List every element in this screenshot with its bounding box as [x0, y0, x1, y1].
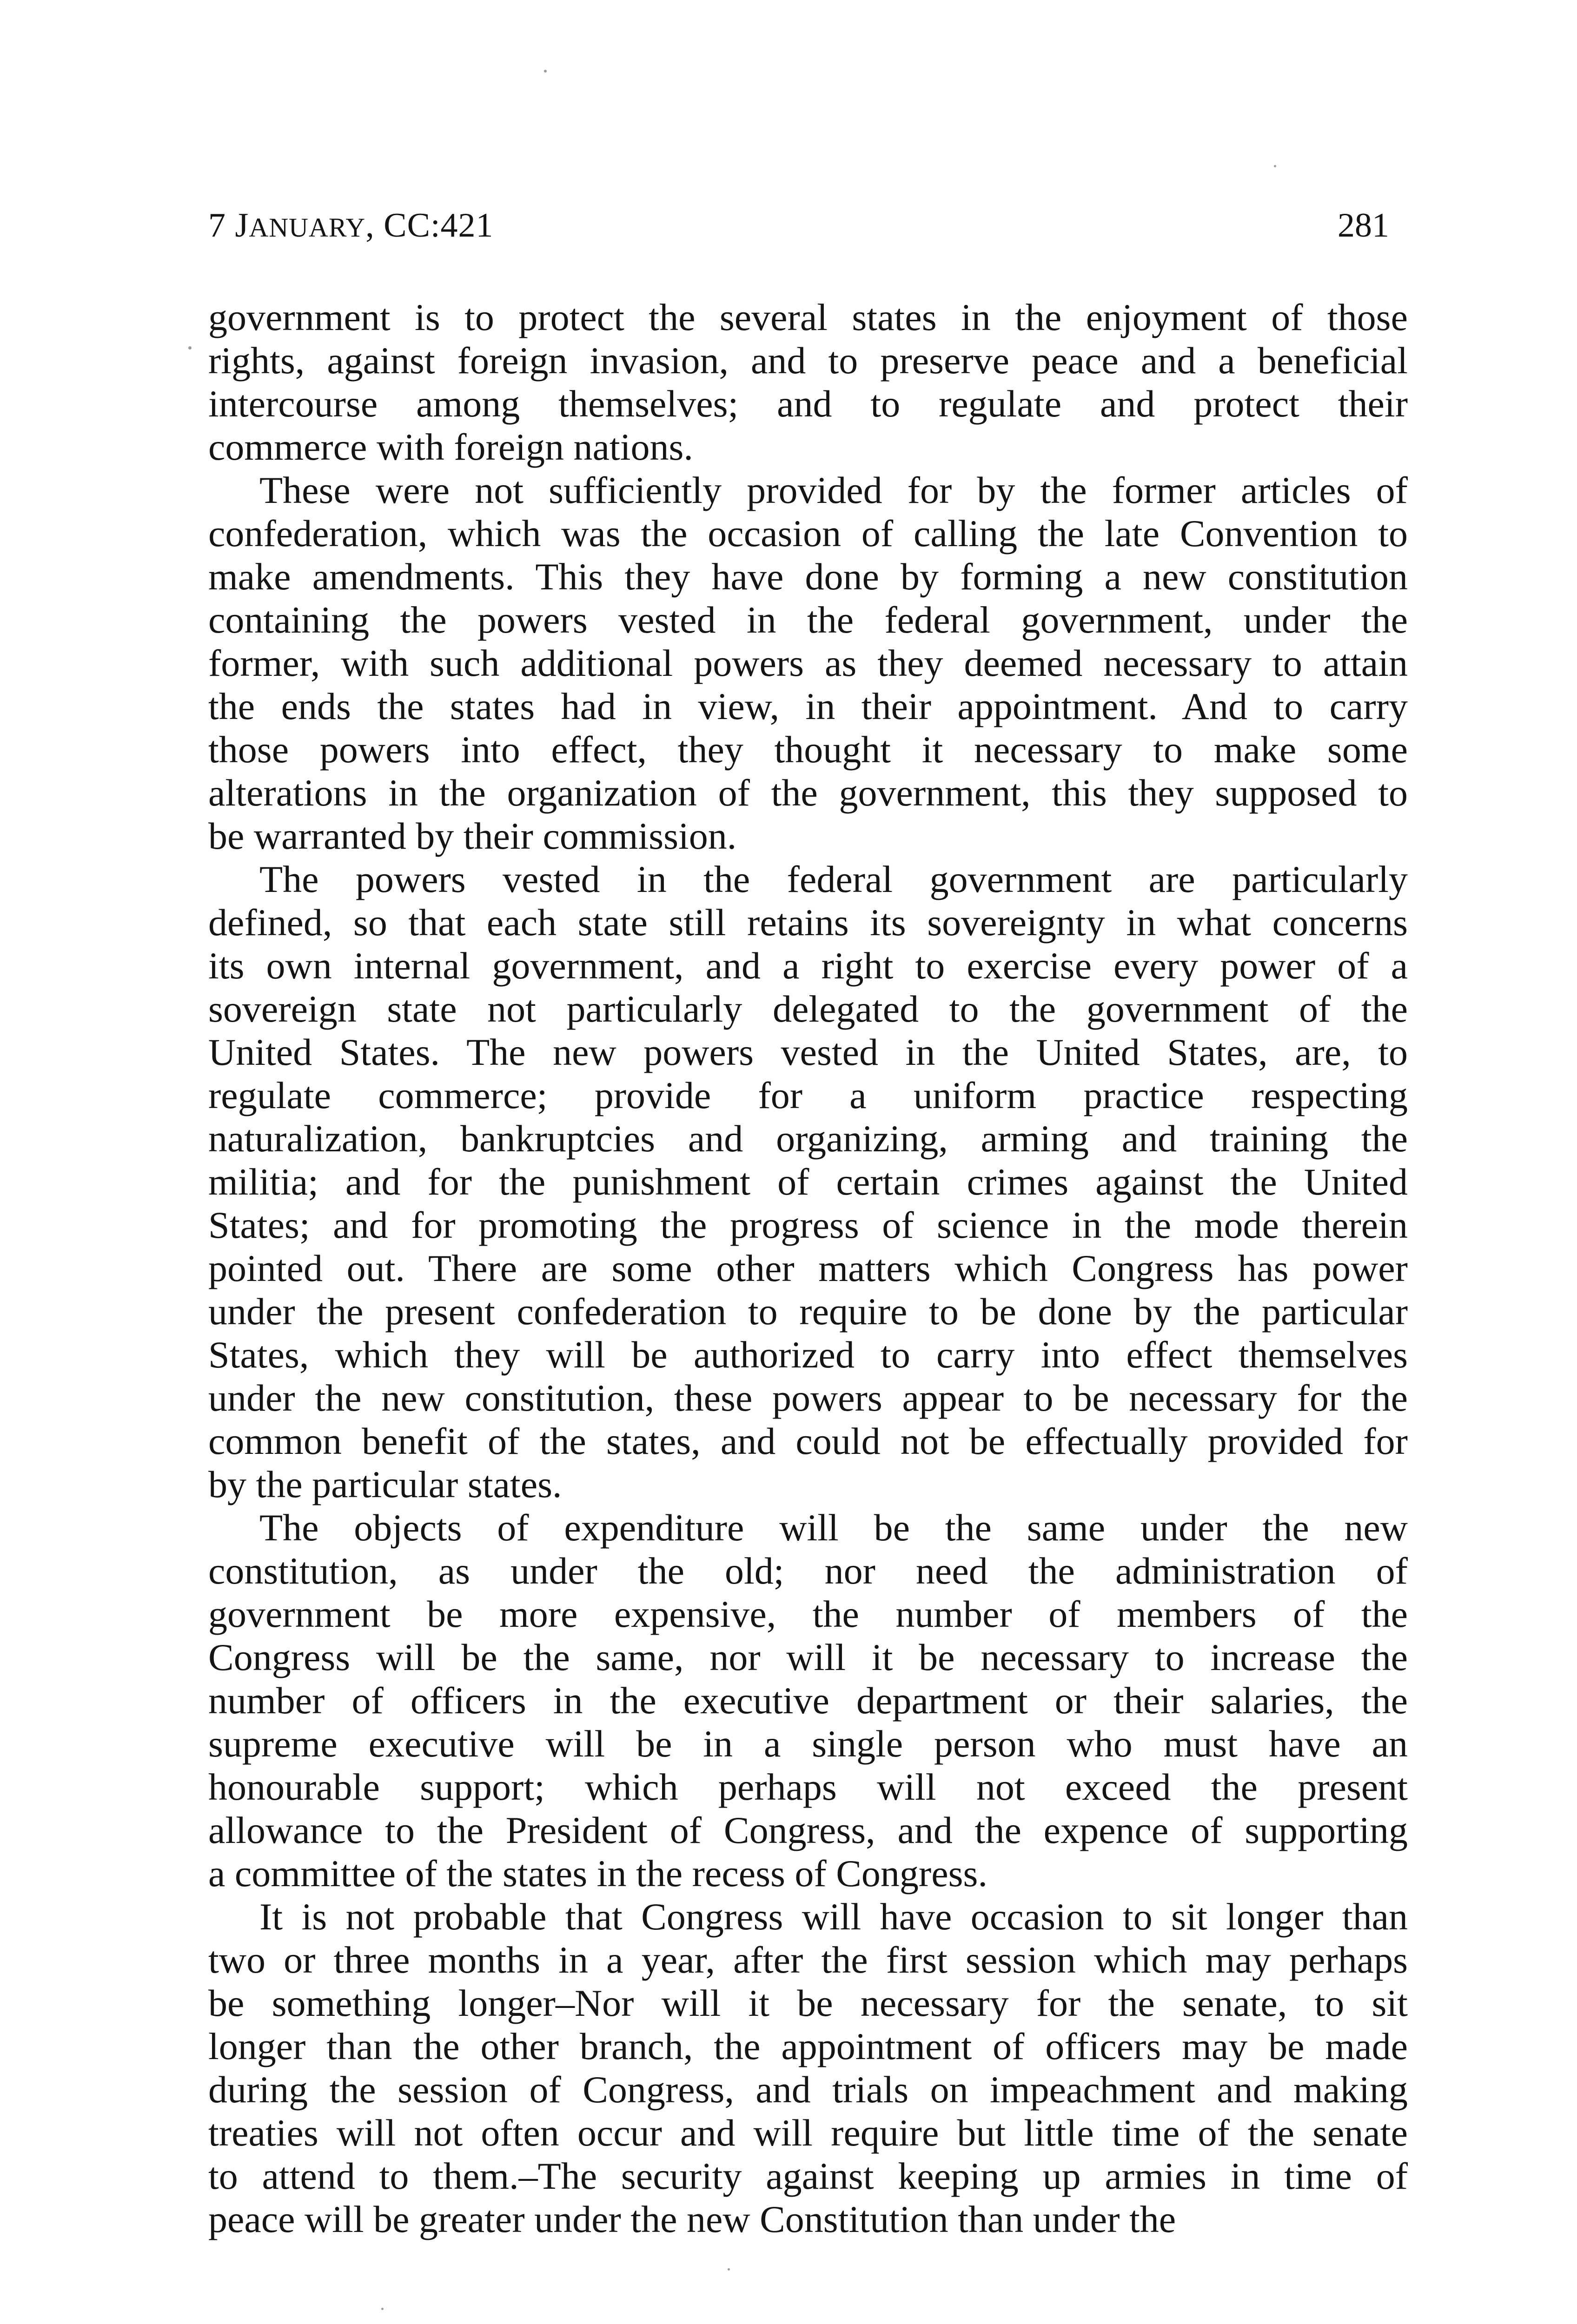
text-line: militia; and for the punishment of certain crimes against the United [208, 1161, 1408, 1203]
text-line: pointed out. There are some other matters which Congress has power [208, 1247, 1408, 1289]
text-line: its own internal government, and a right to exercise every power of a [208, 944, 1408, 987]
text-line: States, which they will be authorized to carry into effect themselves [208, 1334, 1408, 1376]
text-line: to attend to them.–The security against keeping up armies in time of [208, 2155, 1408, 2197]
text-line: a committee of the states in the recess of Congress. [208, 1852, 987, 1895]
text-line: treaties will not often occur and will require but little time of the senate [208, 2112, 1408, 2154]
paragraph [208, 1506, 1408, 1895]
text-line: It is not probable that Congress will have occasion to sit longer than [259, 1895, 1408, 1938]
text-line: allowance to the President of Congress, and the expence of supporting [208, 1809, 1408, 1851]
text-line: commerce with foreign nations. [208, 426, 693, 468]
body-text [208, 296, 1408, 2241]
text-line: number of officers in the executive department or their salaries, the [208, 1679, 1408, 1722]
text-line: intercourse among themselves; and to regulate and protect their [208, 383, 1408, 425]
page-number: 281 [1338, 206, 1389, 244]
running-head [208, 205, 1389, 246]
text-line: supreme executive will be in a single person who must have an [208, 1723, 1408, 1765]
text-line: under the new constitution, these powers appear to be necessary for the [208, 1377, 1408, 1419]
paper-speck [188, 346, 192, 350]
text-line: The powers vested in the federal government are particularly [259, 858, 1408, 900]
text-line: alterations in the organization of the government, this they supposed to [208, 772, 1408, 814]
text-line: United States. The new powers vested in the United States, are, to [208, 1031, 1408, 1073]
paragraph [208, 858, 1408, 1506]
text-line: regulate commerce; provide for a uniform practice respecting [208, 1074, 1408, 1116]
text-line: be something longer–Nor will it be necessary for the senate, to sit [208, 1982, 1408, 2024]
text-line: honourable support; which perhaps will not exceed the present [208, 1766, 1408, 1808]
text-line: former, with such additional powers as they deemed necessary to attain [208, 642, 1408, 684]
text-line: naturalization, bankruptcies and organizing, arming and training the [208, 1117, 1408, 1160]
text-line: by the particular states. [208, 1463, 562, 1505]
text-line: containing the powers vested in the federal government, under the [208, 599, 1408, 641]
text-line: States; and for promoting the progress of science in the mode therein [208, 1204, 1408, 1246]
text-line: under the present confederation to require to be done by the particular [208, 1290, 1408, 1333]
text-line: The objects of expenditure will be the same under the new [259, 1506, 1408, 1549]
text-line: during the session of Congress, and trials on impeachment and making [208, 2068, 1408, 2111]
text-line: government be more expensive, the number of members of the [208, 1593, 1408, 1635]
text-line: Congress will be the same, nor will it be necessary to increase the [208, 1636, 1408, 1678]
paper-speck [381, 2308, 384, 2310]
paper-speck [544, 70, 547, 73]
text-line: constitution, as under the old; nor need the administration of [208, 1550, 1408, 1592]
text-line: These were not sufficiently provided for by the former articles of [259, 469, 1408, 511]
paragraph [208, 469, 1408, 858]
text-line: peace will be greater under the new Constitution than under the [208, 2198, 1176, 2240]
paragraph [208, 1895, 1408, 2241]
text-line: sovereign state not particularly delegated to the government of the [208, 988, 1408, 1030]
text-line: common benefit of the states, and could not be effectually provided for [208, 1420, 1408, 1462]
text-line: longer than the other branch, the appointment of officers may be made [208, 2025, 1408, 2067]
text-line: two or three months in a year, after the first session which may perhaps [208, 1939, 1408, 1981]
text-line: those powers into effect, they thought it necessary to make some [208, 728, 1408, 771]
text-line: rights, against foreign invasion, and to preserve peace and a beneficial [208, 339, 1408, 382]
text-line: make amendments. This they have done by forming a new constitution [208, 555, 1408, 598]
paper-speck [728, 2268, 730, 2271]
text-line: confederation, which was the occasion of calling the late Convention to [208, 512, 1408, 555]
text-line: government is to protect the several states in the enjoyment of those [208, 296, 1408, 338]
running-head-title: 7 JANUARY, CC:421 [208, 206, 494, 244]
text-line: the ends the states had in view, in their appointment. And to carry [208, 685, 1408, 727]
text-line: be warranted by their commission. [208, 815, 737, 857]
paper-speck [1274, 165, 1276, 167]
paragraph [208, 296, 1408, 469]
text-line: defined, so that each state still retains its sovereignty in what concerns [208, 901, 1408, 944]
